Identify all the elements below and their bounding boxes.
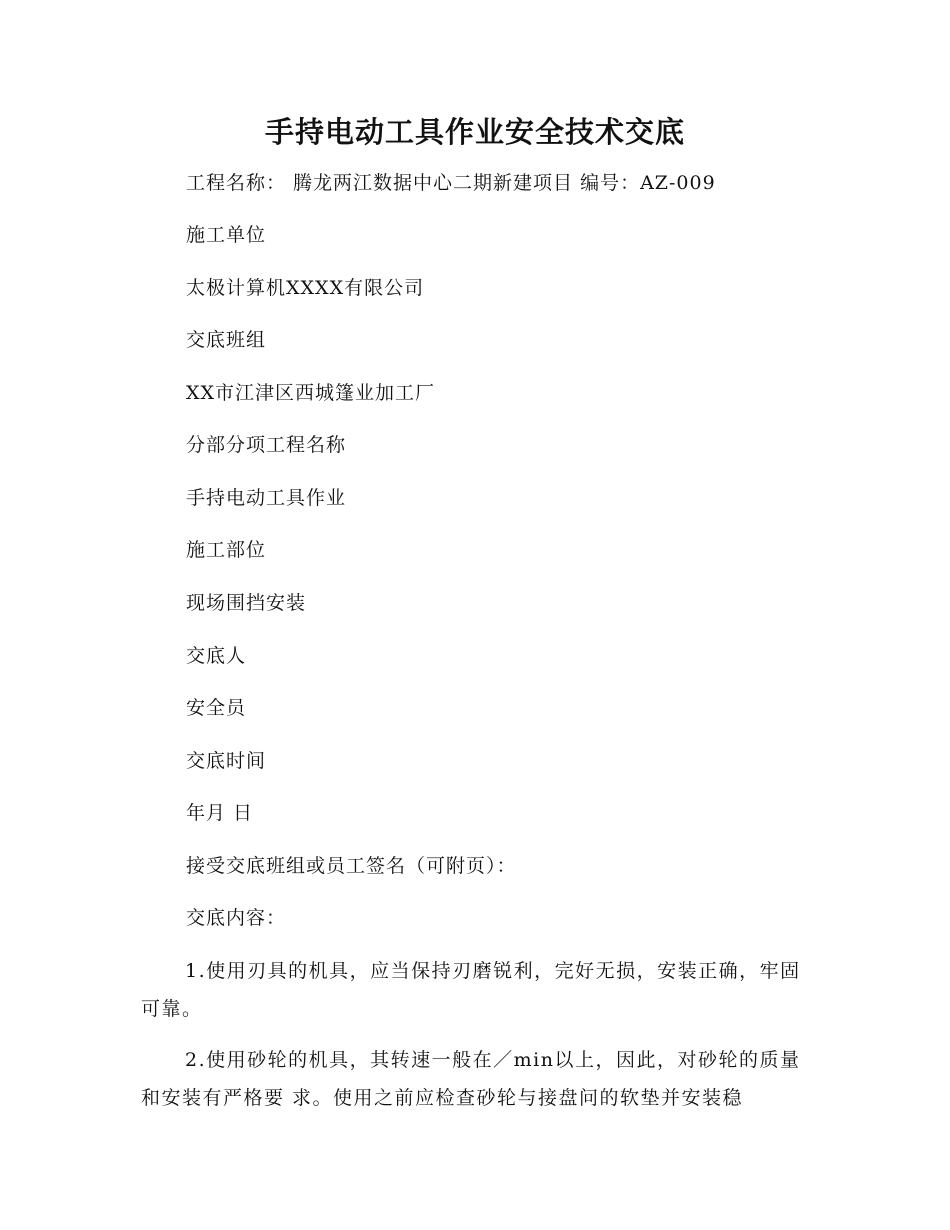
- field-team-label: 交底班组: [186, 329, 267, 351]
- field-briefer-value: 安全员: [186, 697, 247, 719]
- field-team-value: XX市江津区西城篷业加工厂: [186, 382, 436, 404]
- project-name-line: 工程名称： 腾龙两江数据中心二期新建项目 编号：AZ-009: [186, 172, 716, 194]
- field-time-label: 交底时间: [186, 750, 267, 772]
- field-location-label: 施工部位: [186, 539, 267, 561]
- field-subproject-value: 手持电动工具作业: [186, 487, 347, 509]
- field-construction-unit-label: 施工单位: [186, 224, 267, 246]
- content-paragraph-2: 2.使用砂轮的机具，其转速一般在／min以上，因此，对砂轮的质量和安装有严格要 求。使用之前应检查砂轮与接盘问的软垫并安装稳: [141, 1049, 801, 1109]
- field-briefer-label: 交底人: [186, 645, 247, 667]
- document-title: 手持电动工具作业安全技术交底: [264, 115, 685, 149]
- field-content-label: 交底内容：: [186, 907, 287, 929]
- field-construction-unit-value: 太极计算机XXXX有限公司: [186, 277, 425, 299]
- field-subproject-label: 分部分项工程名称: [186, 434, 347, 456]
- field-location-value: 现场围挡安装: [186, 592, 307, 614]
- content-paragraph-1: 1.使用刃具的机具，应当保持刃磨锐利，完好无损，安装正确，牢固可靠。: [141, 960, 801, 1020]
- field-signature-label: 接受交底班组或员工签名（可附页）：: [186, 855, 517, 877]
- field-time-value: 年月 日: [186, 802, 254, 824]
